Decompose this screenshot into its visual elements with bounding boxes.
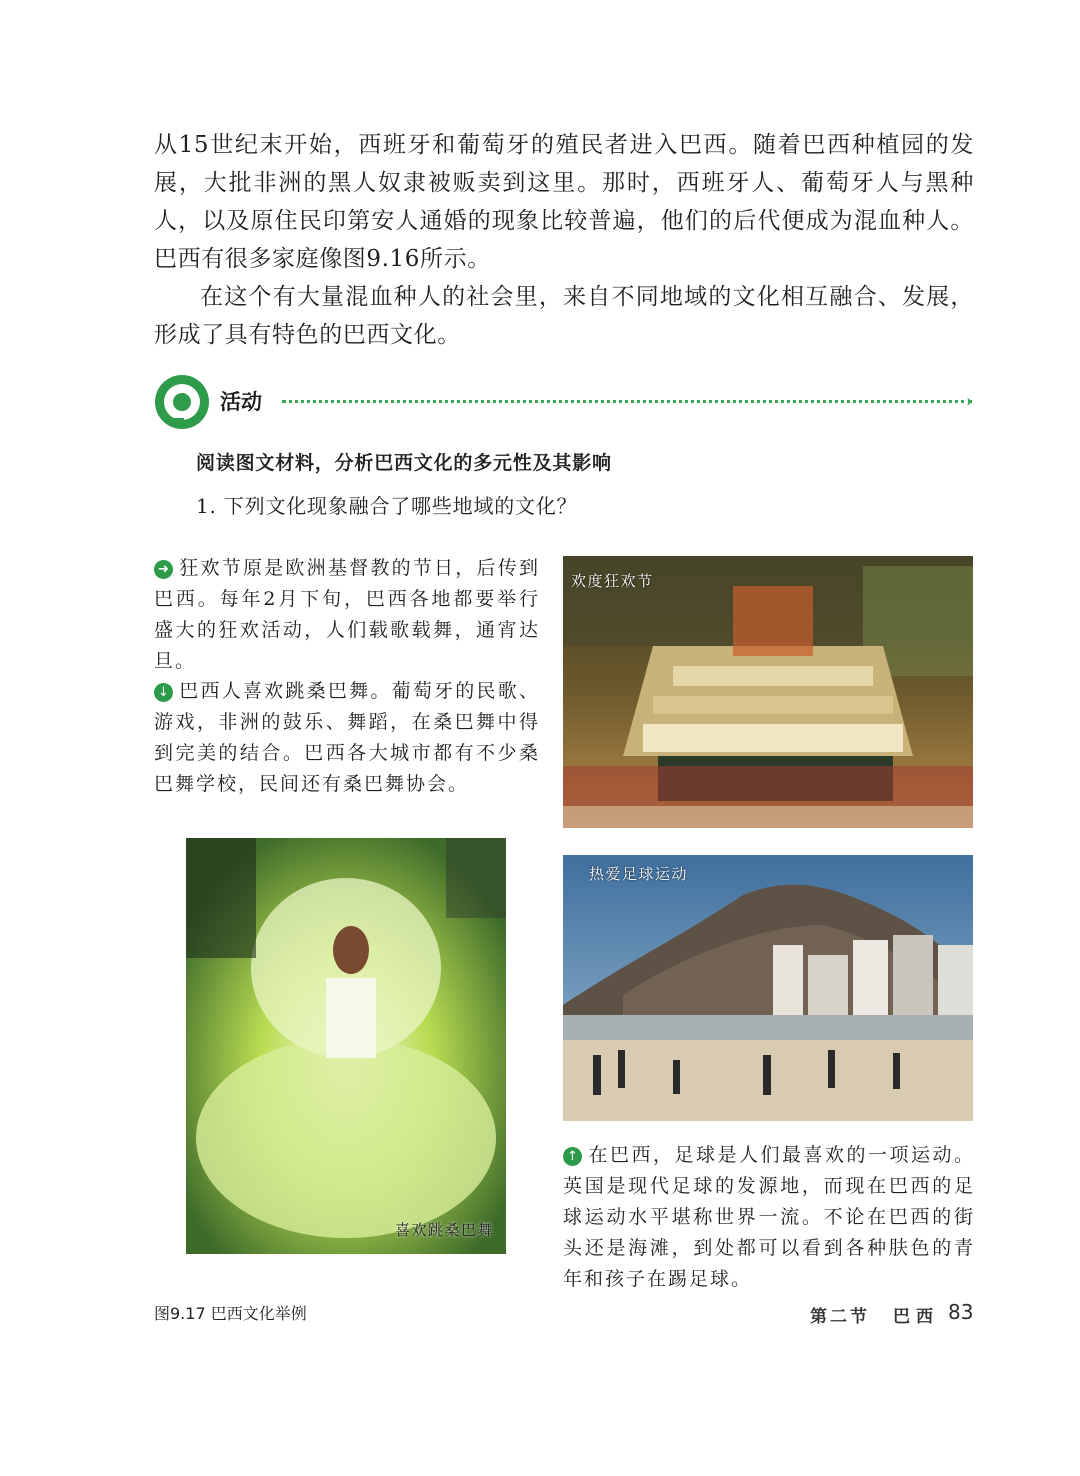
carnival-caption	[154, 553, 540, 677]
page-number: 83	[948, 1300, 974, 1324]
footer-country: 巴西	[893, 1307, 939, 1327]
chevron-right-icon: ›	[966, 391, 974, 412]
culture-paragraph: 在这个有大量混血种人的社会里，来自不同地域的文化相互融合、发展，形成了具有特色的巴西文化。	[154, 284, 974, 348]
activity-question-1: 1. 下列文化现象融合了哪些地域的文化？	[196, 494, 578, 518]
samba-caption-text: 巴西人喜欢跳桑巴舞。葡萄牙的民歌、游戏，非洲的鼓乐、舞蹈，在桑巴舞中得到完美的结合。巴西各大城市都有不少桑巴舞学校，民间还有桑巴舞协会。	[154, 680, 540, 795]
activity-divider	[282, 400, 972, 403]
arrow-right-icon: ➜	[154, 560, 173, 579]
samba-photo-label: 喜欢跳桑巴舞	[394, 1221, 494, 1239]
carnival-photo-label: 欢度狂欢节	[571, 572, 654, 590]
football-caption-text: 在巴西，足球是人们最喜欢的一项运动。英国是现代足球的发源地，而现在巴西的足球运动水平堪称世界一流。不论在巴西的街头还是海滩，到处都可以看到各种肤色的青年和孩子在踢足球。	[563, 1144, 975, 1290]
carnival-caption-text: 狂欢节原是欧洲基督教的节日，后传到巴西。每年2月下旬，巴西各地都要举行盛大的狂欢活动，人们载歌载舞，通宵达旦。	[154, 557, 540, 672]
activity-title: 活动	[220, 390, 262, 414]
samba-photo	[186, 838, 506, 1254]
football-photo-label: 热爱足球运动	[589, 865, 689, 883]
activity-icon	[154, 374, 210, 430]
carnival-photo	[563, 556, 973, 828]
football-photo	[563, 855, 973, 1121]
arrow-up-icon: ↑	[563, 1147, 582, 1166]
samba-caption	[154, 676, 540, 800]
activity-prompt: 阅读图文材料，分析巴西文化的多元性及其影响	[196, 452, 612, 474]
figure-caption: 图9.17 巴西文化举例	[154, 1304, 307, 1323]
intro-paragraph: 从15世纪末开始，西班牙和葡萄牙的殖民者进入巴西。随着巴西种植园的发展，大批非洲的黑人奴隶被贩卖到这里。那时，西班牙人、葡萄牙人与黑种人，以及原住民印第安人通婚的现象比较普遍，他们的后代便成为混血种人。巴西有很多家庭像图9.16所示。	[154, 132, 974, 272]
footer-section: 第二节	[810, 1307, 870, 1327]
activity-header	[154, 374, 978, 430]
arrow-down-icon: ↓	[154, 683, 173, 702]
football-caption	[563, 1140, 975, 1295]
